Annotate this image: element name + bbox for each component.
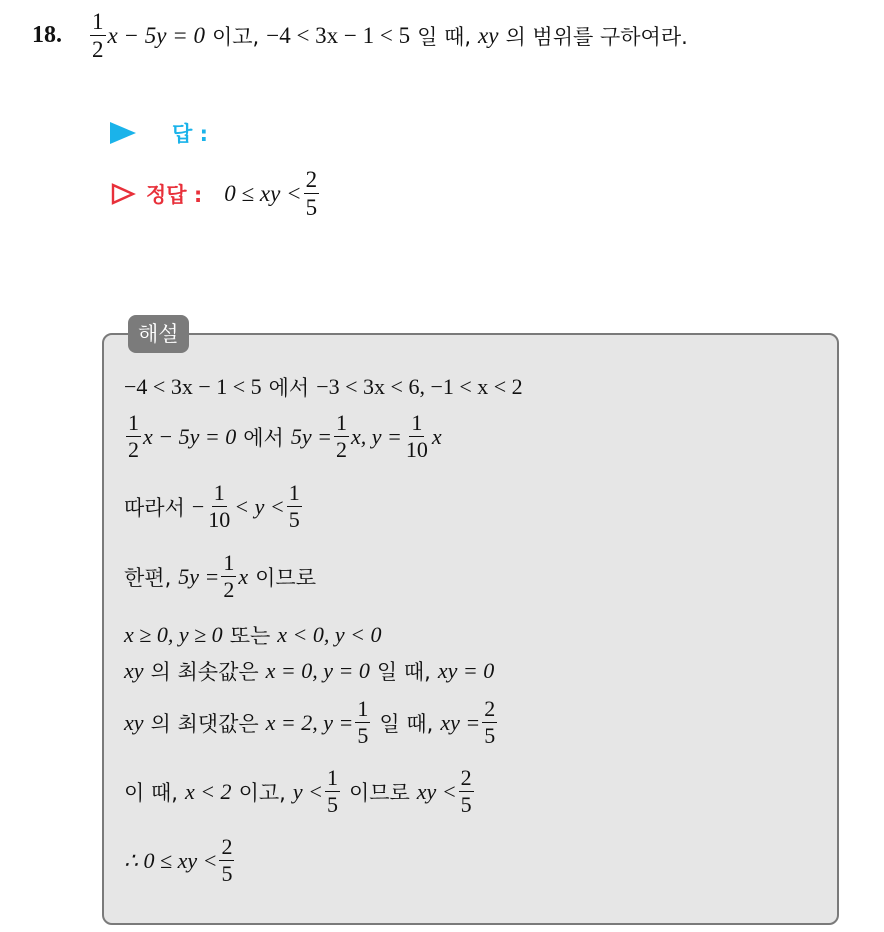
fraction-numerator: 2: [460, 765, 472, 790]
korean-text: 에서: [243, 425, 284, 450]
korean-text: 일 때,: [379, 711, 434, 736]
fraction-denominator: 2: [92, 37, 104, 62]
fraction-denominator: 5: [326, 792, 338, 817]
fraction-numerator: 1: [223, 550, 235, 575]
korean-text: 의 최댓값은: [150, 711, 259, 736]
fraction-numerator: 1: [92, 9, 104, 34]
product-text: xy: [478, 22, 499, 48]
fraction-numerator: 1: [411, 410, 423, 435]
korean-text: 따라서: [124, 495, 185, 520]
fraction-denominator: 5: [221, 861, 233, 886]
korean-text: 에서: [268, 376, 310, 400]
solution-line-9: [124, 836, 236, 885]
math-text: x < 2: [184, 778, 232, 804]
fraction-numerator: 1: [326, 765, 338, 790]
problem-text-2: 일 때,: [417, 24, 472, 49]
math-text: xy =: [440, 709, 481, 735]
fraction: [221, 552, 236, 601]
math-text: x = 0, y = 0: [265, 658, 370, 683]
math-text: x < 0, y < 0: [277, 622, 382, 647]
correct-answer-label: 정답 :: [146, 182, 203, 207]
solution-line-3: [124, 482, 304, 531]
solution-line-7: [124, 698, 499, 747]
fraction-denominator: 5: [288, 507, 300, 532]
fraction: [126, 412, 141, 461]
answer-label: 답 :: [172, 122, 208, 146]
math-text: xy = 0: [437, 658, 495, 683]
math-text: < y <: [234, 493, 285, 519]
solution-line-2: [124, 412, 442, 461]
korean-text: 이 때,: [124, 780, 178, 805]
fraction-denominator: 5: [484, 723, 496, 748]
fraction: [482, 698, 497, 747]
math-text: xy: [124, 709, 144, 735]
fraction-numerator: 2: [221, 834, 233, 859]
math-text: −3 < 3x < 6, −1 < x < 2: [316, 374, 523, 399]
korean-text: 일 때,: [376, 660, 431, 684]
fraction-denominator: 2: [128, 437, 139, 462]
fraction: [334, 412, 349, 461]
fraction-denominator: 2: [335, 437, 347, 462]
korean-text: 또는: [229, 624, 271, 648]
math-text: 5y =: [290, 423, 332, 449]
korean-text: 이므로: [255, 565, 316, 590]
solution-line-4: [124, 552, 316, 601]
math-text: x = 2, y =: [265, 709, 354, 735]
math-text: y <: [292, 778, 323, 804]
fraction-denominator: 5: [460, 792, 472, 817]
fraction: [459, 767, 474, 816]
inequality-text: −4 < 3x − 1 < 5: [266, 22, 411, 48]
fraction: [206, 482, 232, 531]
solution-line-8: [124, 767, 476, 816]
solution-line-6: [124, 656, 494, 686]
fraction-denominator: 10: [208, 507, 231, 532]
fraction: [355, 698, 370, 747]
solution-line-1: [124, 372, 523, 402]
correct-answer-fraction: [304, 168, 320, 219]
fraction-numerator: 2: [484, 696, 496, 721]
math-text: x: [238, 563, 249, 589]
math-text: x: [431, 423, 442, 449]
solution-tag: 해설: [128, 315, 189, 353]
math-text: xy <: [416, 778, 457, 804]
korean-text: 이므로: [348, 780, 410, 805]
fraction-numerator: 1: [357, 696, 369, 721]
fraction: [219, 836, 234, 885]
korean-text: 의 최솟값은: [150, 660, 259, 684]
question-number: 18.: [32, 22, 62, 48]
math-text: −: [191, 493, 205, 519]
math-text: x, y =: [350, 423, 402, 449]
math-text: xy: [124, 658, 144, 683]
correct-answer-expr: 0 ≤ xy <: [224, 180, 302, 206]
fraction: [325, 767, 340, 816]
fraction-numerator: 2: [305, 167, 318, 192]
correct-answer-row: [110, 168, 321, 219]
fraction: [287, 482, 302, 531]
fraction-denominator: 5: [305, 195, 318, 220]
math-text: x − 5y = 0: [143, 423, 237, 449]
outline-triangle-icon: [110, 182, 136, 206]
fraction-half: [90, 10, 106, 61]
solution-line-5: [124, 620, 382, 650]
fraction-numerator: 1: [288, 480, 300, 505]
fraction-numerator: 1: [128, 410, 139, 435]
korean-text: 이고,: [238, 780, 286, 805]
math-text: x ≥ 0, y ≥ 0: [124, 622, 223, 647]
fraction-numerator: 1: [213, 480, 225, 505]
korean-text: 한편,: [124, 565, 172, 590]
equation-text: x − 5y = 0: [107, 22, 205, 48]
fraction-denominator: 10: [405, 437, 428, 462]
play-triangle-icon: [110, 122, 136, 144]
problem-text-3: 의 범위를 구하여라.: [505, 24, 688, 49]
fraction: [404, 412, 430, 461]
fraction-denominator: 2: [223, 577, 235, 602]
math-text: 5y =: [178, 563, 220, 589]
fraction-denominator: 5: [357, 723, 369, 748]
answer-row: [110, 118, 208, 148]
math-text: −4 < 3x − 1 < 5: [124, 374, 262, 399]
problem-statement: [32, 10, 688, 61]
fraction-numerator: 1: [335, 410, 347, 435]
problem-text-1: 이고,: [211, 24, 260, 49]
math-text: ∴ 0 ≤ xy <: [124, 847, 218, 873]
